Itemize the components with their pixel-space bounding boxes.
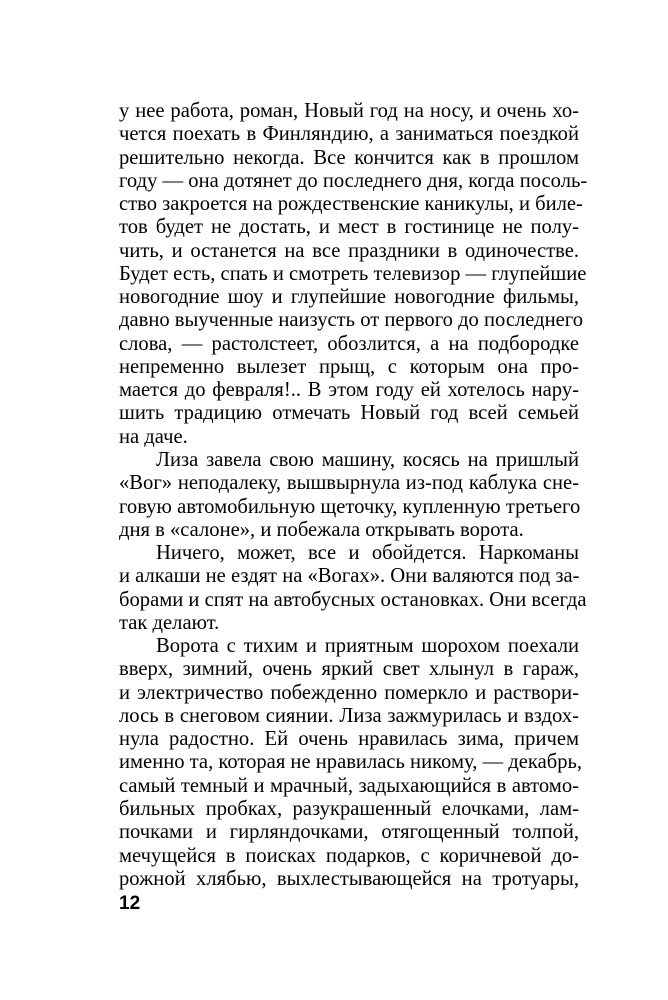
text-line: ство закроется на рождественские каникулы, и билe- — [119, 193, 583, 216]
text-line: чить, и останется на все праздники в одиночестве. — [119, 239, 579, 262]
text-line: «Вог» неподалеку, вышвырнула из-под каблука сне- — [119, 472, 579, 495]
text-line: и алкаши не ездят на «Вогах». Они валяются под за- — [119, 565, 580, 588]
text-line: Будет есть, спать и смотреть телевизор — глупейшие — [119, 262, 587, 285]
text-line: новогодние шоу и глупейшие новогодние фильмы, — [119, 286, 579, 309]
text-line: самый темный и мрачный, задыхающийся в автомо- — [119, 774, 579, 797]
text-line: тов будет не достать, и мест в гостинице не полу- — [119, 216, 579, 239]
text-line: шить традицию отмечать Новый год всей семьей — [119, 402, 579, 425]
text-line: Ничего, может, все и обойдется. Наркоманы — [156, 542, 579, 565]
text-line: Ворота с тихим и приятным шорохом поехали — [156, 635, 579, 658]
page-number: 12 — [119, 893, 141, 914]
text-line: почками и гирляндочками, отягощенный толпой, — [119, 821, 579, 844]
text-line: году — она дотянет до последнего дня, когда посоль- — [119, 169, 588, 192]
text-line: чется поехать в Финляндию, а заниматься поездкой — [119, 123, 579, 146]
text-line: непременно вылезет прыщ, с которым она про- — [119, 355, 579, 378]
text-line: мечущейся в поисках подарков, с коричневой до- — [119, 844, 579, 867]
text-line: говую автомобильную щеточку, купленную третьего — [119, 495, 581, 518]
text-line: борами и спят на автобусных остановках. Они всегда — [119, 588, 587, 611]
text-line: Лиза завела свою машину, косясь на пришлый — [156, 448, 579, 471]
paragraph-3 — [119, 542, 587, 635]
text-line: бильных пробках, разукрашенный елочками, лам- — [119, 797, 579, 820]
text-line: нула радостно. Ей очень нравилась зима, причем — [119, 728, 579, 751]
text-line: на даче. — [119, 425, 188, 448]
page-text — [119, 100, 588, 891]
text-line: так делают. — [119, 611, 220, 634]
paragraph-1 — [119, 100, 588, 449]
text-line: решительно некогда. Все кончится как в прошлом — [119, 146, 579, 169]
text-line: дня в «салоне», и побежала открывать ворота. — [119, 518, 524, 541]
text-line: рожной хлябью, выхлестывающейся на тротуары, — [119, 867, 579, 890]
paragraph-4 — [119, 635, 583, 891]
text-line: лось в снеговом сиянии. Лиза зажмурилась и вздох- — [119, 704, 579, 727]
text-line: вверх, зимний, очень яркий свет хлынул в гараж, — [119, 658, 579, 681]
text-line: слова, — растолстеет, обозлится, а на подбородке — [119, 332, 579, 355]
paragraph-2 — [119, 449, 579, 542]
text-line: давно выученные наизусть от первого до последнего — [119, 309, 583, 332]
text-line: и электричество побежденно померкло и раствори- — [119, 681, 579, 704]
text-line: именно та, которая не нравилась никому, — декабрь, — [119, 751, 583, 774]
text-line: мается до февраля!.. В этом году ей хотелось нару- — [119, 379, 579, 402]
text-line: у нее работа, роман, Новый год на носу, и очень хо- — [119, 100, 579, 122]
